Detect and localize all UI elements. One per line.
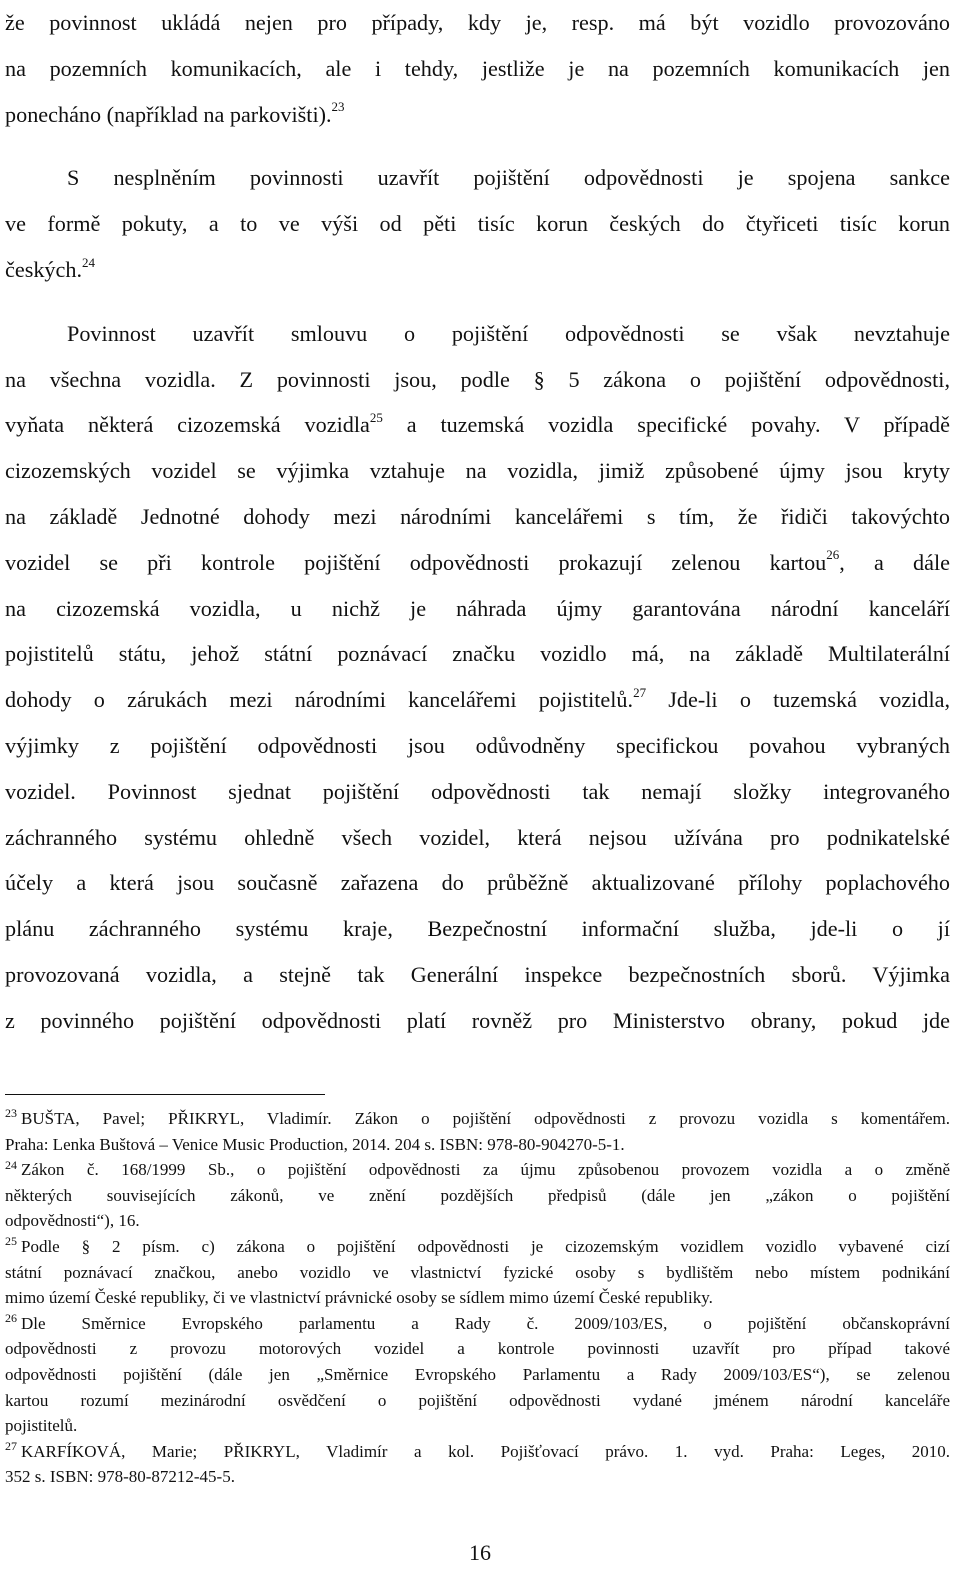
text-line <box>5 677 950 723</box>
text-line: na pozemních komunikacích, ale i tehdy, jestliže je na pozemních komunikacích jen <box>5 55 950 81</box>
footnote-line <box>5 1234 950 1260</box>
page-number: 16 <box>469 1540 491 1565</box>
footnote-line <box>5 1157 950 1183</box>
footnote-number: 26 <box>5 1311 17 1326</box>
footnote-line: odpovědnosti pojištění (dále jen „Směrnice Evropského Parlamentu a Rady 2009/103/ES“), se zelenou <box>5 1364 950 1384</box>
footnote-text: Zákon č. 168/1999 Sb., o pojištění odpovědnosti za újmu způsobenou provozem vozidla a o změně <box>21 1160 950 1180</box>
footnote-line <box>5 1311 950 1337</box>
footnote-ref: 24 <box>82 254 96 270</box>
footnote-ref: 25 <box>369 409 383 425</box>
text-fragment: vozidel se při kontrole pojištění odpovědnosti prokazují zelenou kartou <box>5 549 827 575</box>
text-line <box>5 247 950 293</box>
text-fragment: , a dále <box>839 549 950 575</box>
footnote-line: Praha: Lenka Buštová – Venice Music Production, 2014. 204 s. ISBN: 978-80-904270-5-1. <box>5 1134 625 1154</box>
footnotes <box>5 1106 950 1490</box>
main-text <box>5 0 950 1044</box>
footnote-ref: 26 <box>826 547 840 563</box>
footnote-ref: 27 <box>633 684 647 700</box>
footnote-number: 23 <box>5 1106 17 1121</box>
footnote-text: KARFÍKOVÁ, Marie; PŘIKRYL, Vladimír a kol. Pojišťovací právo. 1. vyd. Praha: Leges, 2010. <box>21 1441 950 1461</box>
text-line: S nesplněním povinnosti uzavřít pojištění odpovědnosti je spojena sankce <box>67 165 950 191</box>
text-line <box>5 402 950 448</box>
text-line: z povinného pojištění odpovědnosti platí rovněž pro Ministerstvo obrany, pokud jde <box>5 1007 950 1033</box>
text-line: pojistitelů státu, jehož státní poznávací značku vozidlo má, na základě Multilaterální <box>5 641 950 667</box>
footnote-separator <box>5 1094 325 1095</box>
footnote-line: odpovědnosti z provozu motorových vozidel a kontrole povinnosti uzavřít pro případ takové <box>5 1339 950 1359</box>
text-fragment: dohody o zárukách mezi národními kancelářemi pojistitelů. <box>5 687 634 713</box>
text-line: Povinnost uzavřít smlouvu o pojištění odpovědnosti se však nevztahuje <box>67 320 950 346</box>
text-line <box>5 540 950 586</box>
footnote-line: mimo území České republiky, či ve vlastnictví právnické osoby se sídlem mimo území České republiky. <box>5 1288 713 1308</box>
footnote-text: Dle Směrnice Evropského parlamentu a Rady č. 2009/103/ES, o pojištění občanskoprávní <box>21 1313 950 1333</box>
text-line: na všechna vozidla. Z povinnosti jsou, podle § 5 zákona o pojištění odpovědnosti, <box>5 366 950 392</box>
footnote-line: státní poznávací značkou, anebo vozidlo ve vlastnictví fyzické osoby s bydlištěm nebo místem podnikání <box>5 1262 950 1282</box>
footnote-ref: 23 <box>331 99 345 115</box>
text-fragment: českých. <box>5 256 83 282</box>
text-line: provozovaná vozidla, a stejně tak Generální inspekce bezpečnostních sborů. Výjimka <box>5 961 950 987</box>
footnote-number: 27 <box>5 1439 17 1454</box>
text-line: na základě Jednotné dohody mezi národními kancelářemi s tím, že řidiči takovýchto <box>5 503 950 529</box>
footnote-text: Podle § 2 písm. c) zákona o pojištění odpovědnosti je cizozemským vozidlem vozidlo vybavené cizí <box>21 1236 950 1256</box>
text-line: že povinnost ukládá nejen pro případy, kdy je, resp. má být vozidlo provozováno <box>5 10 950 35</box>
text-line <box>5 92 950 138</box>
text-line: na cizozemská vozidla, u nichž je náhrada újmy garantována národní kanceláří <box>5 595 950 621</box>
text-line: výjimky z pojištění odpovědnosti jsou odůvodněny specifickou povahou vybraných <box>5 732 950 758</box>
text-line: plánu záchranného systému kraje, Bezpečnostní informační služba, jde-li o jí <box>5 916 950 942</box>
text-fragment: ponecháno (například na parkovišti). <box>5 101 332 127</box>
text-line: vozidel. Povinnost sjednat pojištění odpovědnosti tak nemají složky integrovaného <box>5 778 950 804</box>
footnote-line: 352 s. ISBN: 978-80-87212-45-5. <box>5 1467 235 1487</box>
footnote-line: některých souvisejících zákonů, ve znění pozdějších předpisů (dále jen „zákon o pojištění <box>5 1185 950 1205</box>
footnote-line <box>5 1106 950 1132</box>
footnote-number: 24 <box>5 1157 17 1172</box>
text-line: účely a která jsou současně zařazena do průběžně aktualizované přílohy poplachového <box>5 870 950 896</box>
text-fragment: vyňata některá cizozemská vozidla <box>5 412 370 438</box>
text-line: záchranného systému ohledně všech vozidel, která nejsou užívána pro podnikatelské <box>5 824 950 850</box>
text-fragment: Jde-li o tuzemská vozidla, <box>646 687 950 713</box>
footnote-line: odpovědnosti“), 16. <box>5 1211 140 1231</box>
footnote-line <box>5 1439 950 1465</box>
page-content <box>5 0 950 1044</box>
text-line: ve formě pokuty, a to ve výši od pěti tisíc korun českých do čtyřiceti tisíc korun <box>5 211 950 237</box>
text-fragment: a tuzemská vozidla specifické povahy. V případě <box>382 412 951 438</box>
text-line: cizozemských vozidel se výjimka vztahuje na vozidla, jimiž způsobené újmy jsou kryty <box>5 458 950 484</box>
footnote-text: BUŠTA, Pavel; PŘIKRYL, Vladimír. Zákon o pojištění odpovědnosti z provozu vozidla s komentářem. <box>21 1109 950 1128</box>
footnote-line: kartou rozumí mezinárodní osvědčení o pojištění odpovědnosti vydané jménem národní kanceláře <box>5 1390 950 1410</box>
footnote-number: 25 <box>5 1234 17 1249</box>
footnote-line: pojistitelů. <box>5 1416 78 1436</box>
